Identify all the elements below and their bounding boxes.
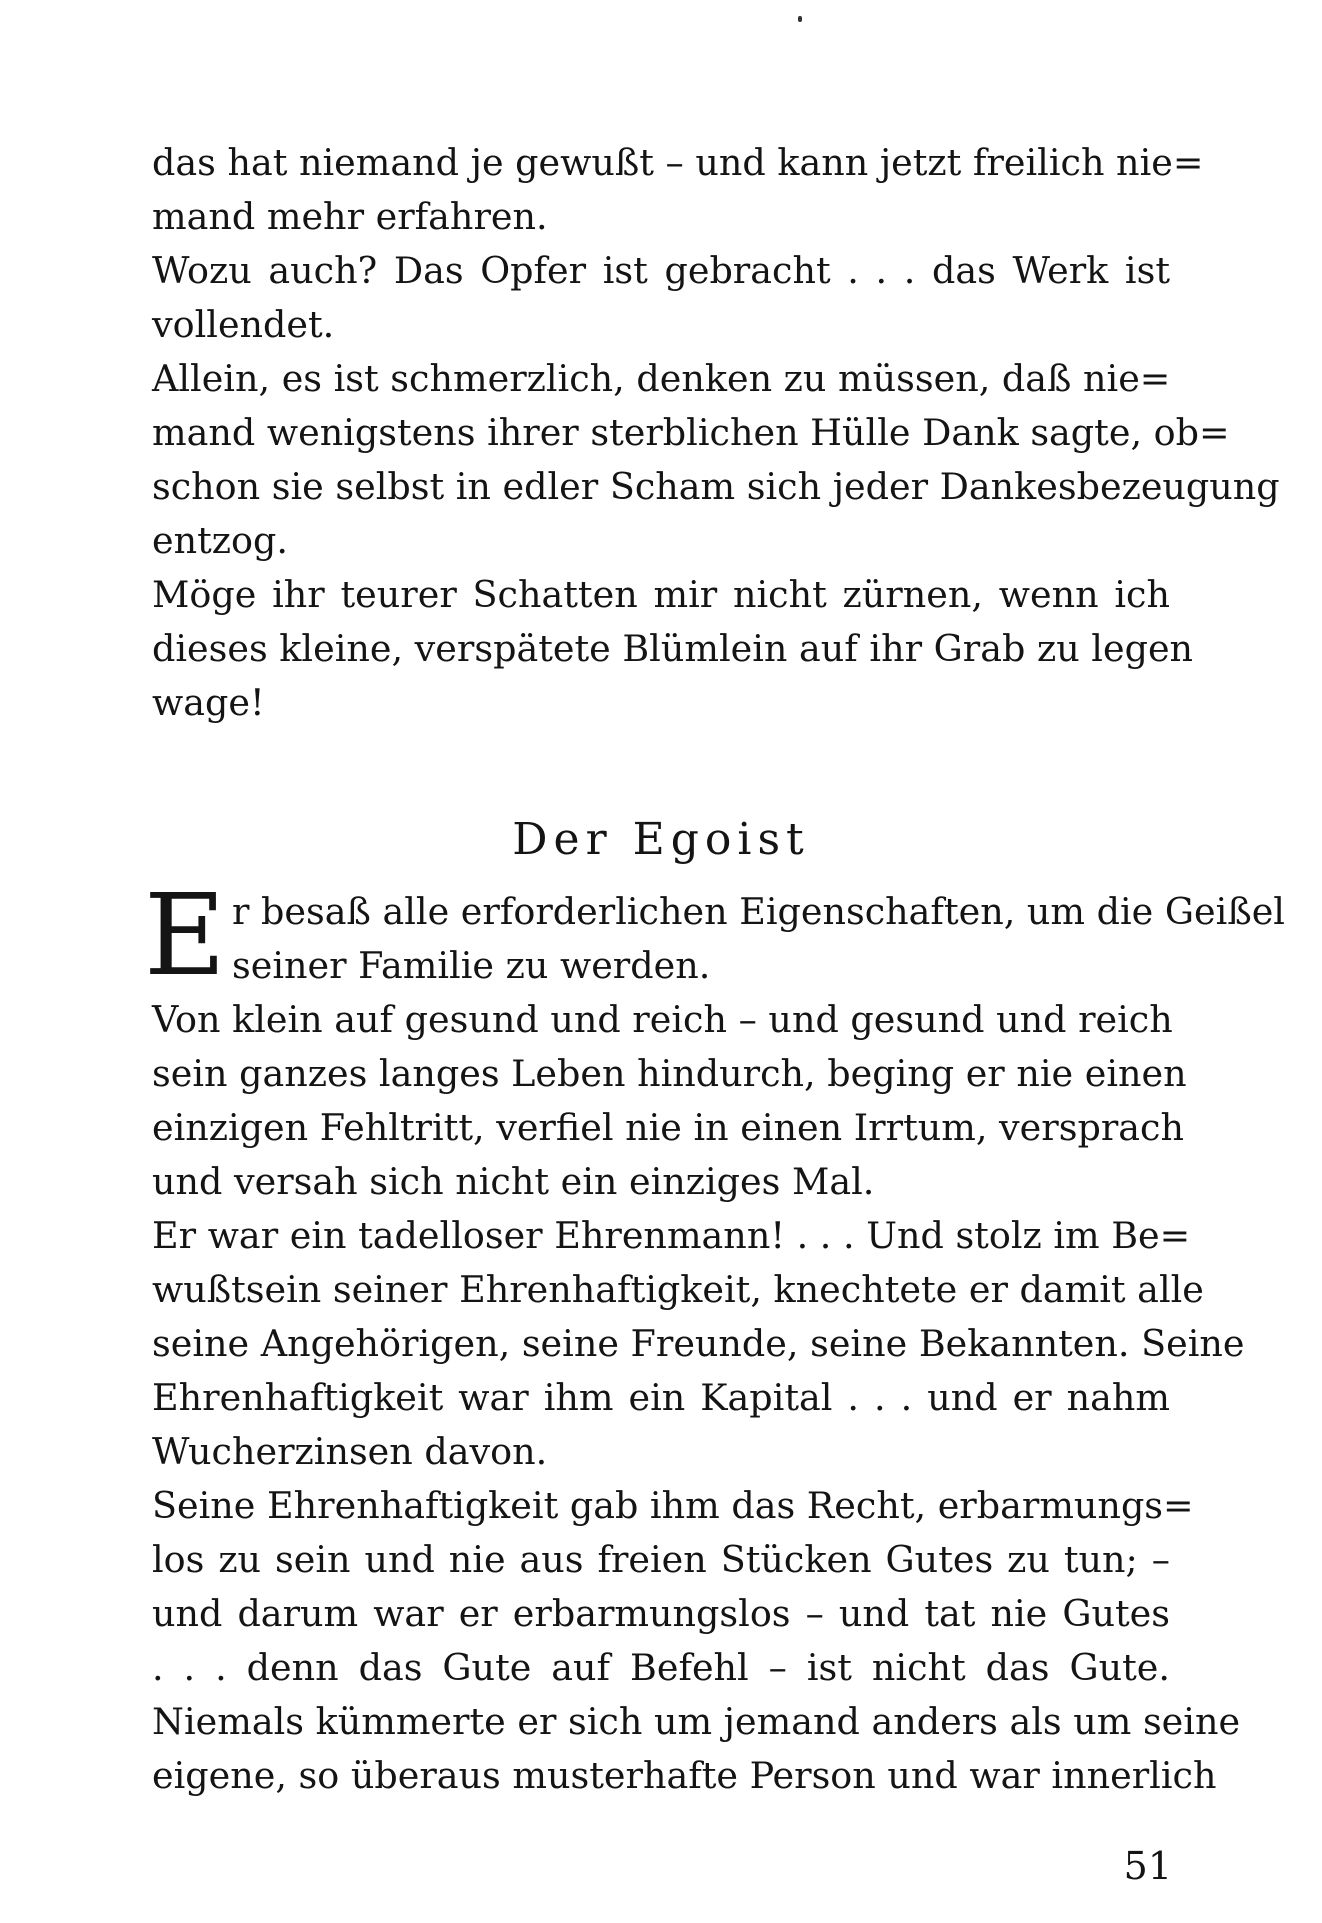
text-line: seine Angehörigen, seine Freunde, seine Bekannten. Seine (152, 1322, 1245, 1365)
text-line: Seine Ehrenhaftigkeit gab ihm das Recht, erbarmungs= (152, 1484, 1194, 1527)
text-line: Er war ein tadelloser Ehrenmann! . . . Und stolz im Be= (152, 1214, 1191, 1257)
text-line: Allein, es ist schmerzlich, denken zu müssen, daß nie= (152, 357, 1171, 400)
text-line: Möge ihr teurer Schatten mir nicht zürnen, wenn ich (152, 573, 1170, 616)
text-line: r besaß alle erforderlichen Eigenschaften, um die Geißel (232, 890, 1285, 933)
chapter-heading: Der Egoist (512, 814, 810, 865)
text-line: wage! (152, 681, 265, 724)
drop-cap-lines (232, 885, 1285, 993)
text-line: schon sie selbst in edler Scham sich jeder Dankesbezeugung (152, 465, 1280, 508)
text-line: . . . denn das Gute auf Befehl – ist nicht das Gute. (152, 1646, 1170, 1689)
text-line: Von klein auf gesund und reich – und gesund und reich (152, 998, 1173, 1041)
text-line: seiner Familie zu werden. (232, 944, 711, 987)
text-line: Ehrenhaftigkeit war ihm ein Kapital . . . und er nahm (152, 1376, 1170, 1419)
text-line: Niemals kümmerte er sich um jemand anders als um seine (152, 1700, 1241, 1743)
print-speck (798, 16, 802, 22)
text-line: vollendet. (152, 303, 335, 346)
text-line: Wozu auch? Das Opfer ist gebracht . . . das Werk ist (152, 249, 1170, 292)
text-line: sein ganzes langes Leben hindurch, beging er nie einen (152, 1052, 1187, 1095)
text-line: eigene, so überaus musterhafte Person und war innerlich (152, 1754, 1217, 1797)
page-number: 51 (1123, 1844, 1172, 1888)
text-line: und versah sich nicht ein einziges Mal. (152, 1160, 875, 1203)
text-line: und darum war er erbarmungslos – und tat nie Gutes (152, 1592, 1170, 1635)
drop-cap: E (144, 871, 226, 1001)
egoist-text-block (152, 993, 1245, 1803)
text-line: das hat niemand je gewußt – und kann jetzt freilich nie= (152, 141, 1204, 184)
text-line: entzog. (152, 519, 288, 562)
text-line: los zu sein und nie aus freien Stücken Gutes zu tun; – (152, 1538, 1170, 1581)
text-line: mand wenigstens ihrer sterblichen Hülle Dank sagte, ob= (152, 411, 1230, 454)
previous-text-block (152, 136, 1280, 730)
text-line: einzigen Fehltritt, verfiel nie in einen Irrtum, versprach (152, 1106, 1184, 1149)
text-line: dieses kleine, verspätete Blümlein auf ihr Grab zu legen (152, 627, 1194, 670)
text-line: wußtsein seiner Ehrenhaftigkeit, knechtete er damit alle (152, 1268, 1204, 1311)
text-line: mand mehr erfahren. (152, 195, 548, 238)
text-line: Wucherzinsen davon. (152, 1430, 548, 1473)
